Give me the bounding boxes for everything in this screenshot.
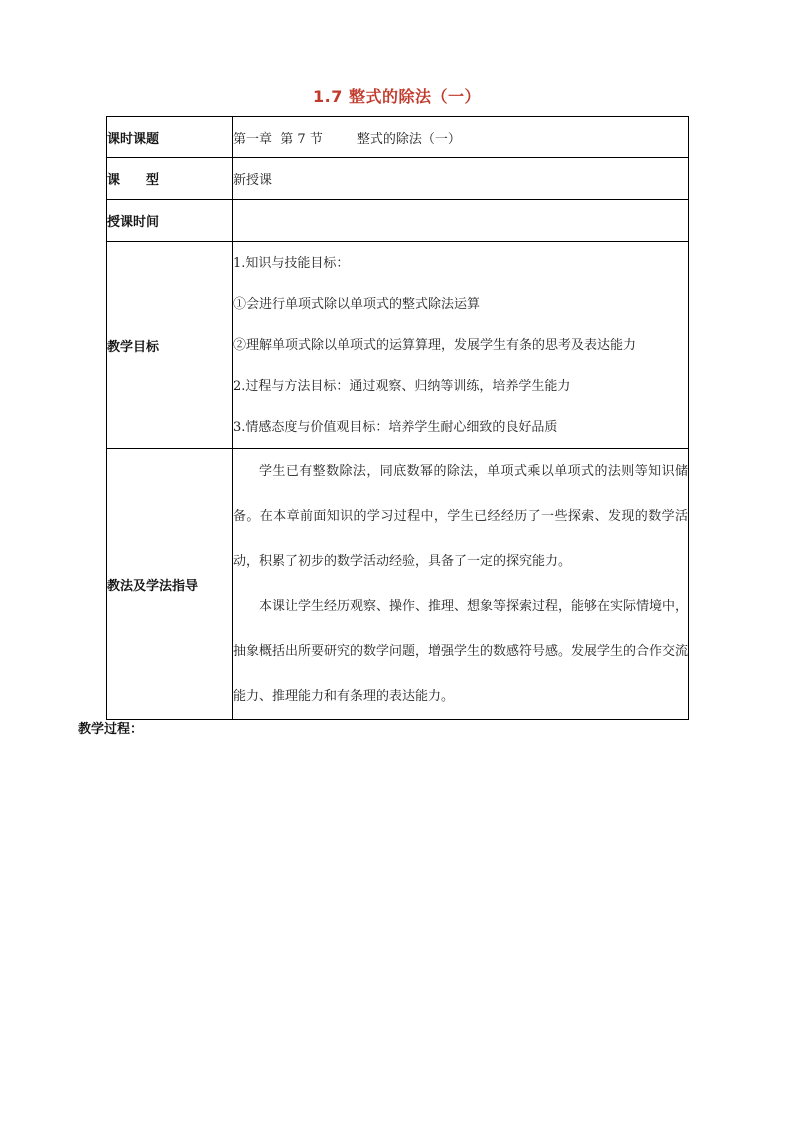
method-content [233,449,689,720]
goals-label: 教学目标 [107,242,233,449]
method-paragraph: 本课让学生经历观察、操作、推理、想象等探索过程，能够在实际情境中，抽象概括出所要研究的数学问题，增强学生的数感符号感。发展学生的合作交流能力、推理能力和有条理的表达能力。 [233,599,689,704]
process-heading: 教学过程： [78,722,144,737]
table-row-type [107,158,689,200]
table-row-time [107,200,689,242]
table-row-goals [107,242,689,449]
topic-section: 第 7 节 [280,131,323,147]
time-value [233,200,689,242]
goal-line: ①会进行单项式除以单项式的整式除法运算 [233,296,481,312]
goal-line: 1.知识与技能目标： [233,255,350,271]
page-title: 1.7 整式的除法（一） [313,87,481,106]
topic-value [233,117,689,158]
topic-chapter: 第一章 [233,131,273,147]
method-label: 教法及学法指导 [107,449,233,720]
type-label: 课 型 [107,158,233,200]
goals-content [233,242,689,449]
method-paragraph: 学生已有整数除法，同底数幂的除法，单项式乘以单项式的法则等知识储备。在本章前面知识的学习过程中，学生已经经历了一些探索、发现的数学活动，积累了初步的数学活动经验，具备了一定的探究能力。 [233,464,688,569]
goal-line: ②理解单项式除以单项式的运算算理，发展学生有条的思考及表达能力 [233,337,637,353]
lesson-plan-table [106,116,689,720]
topic-label: 课时课题 [107,117,233,158]
time-label: 授课时间 [107,200,233,242]
type-value: 新授课 [233,158,689,200]
goal-line: 3.情感态度与价值观目标：培养学生耐心细致的良好品质 [233,419,558,435]
table-row-method [107,449,689,720]
goal-line: 2.过程与方法目标：通过观察、归纳等训练，培养学生能力 [233,378,571,394]
topic-name: 整式的除法（一） [356,131,461,147]
table-row-topic [107,117,689,158]
